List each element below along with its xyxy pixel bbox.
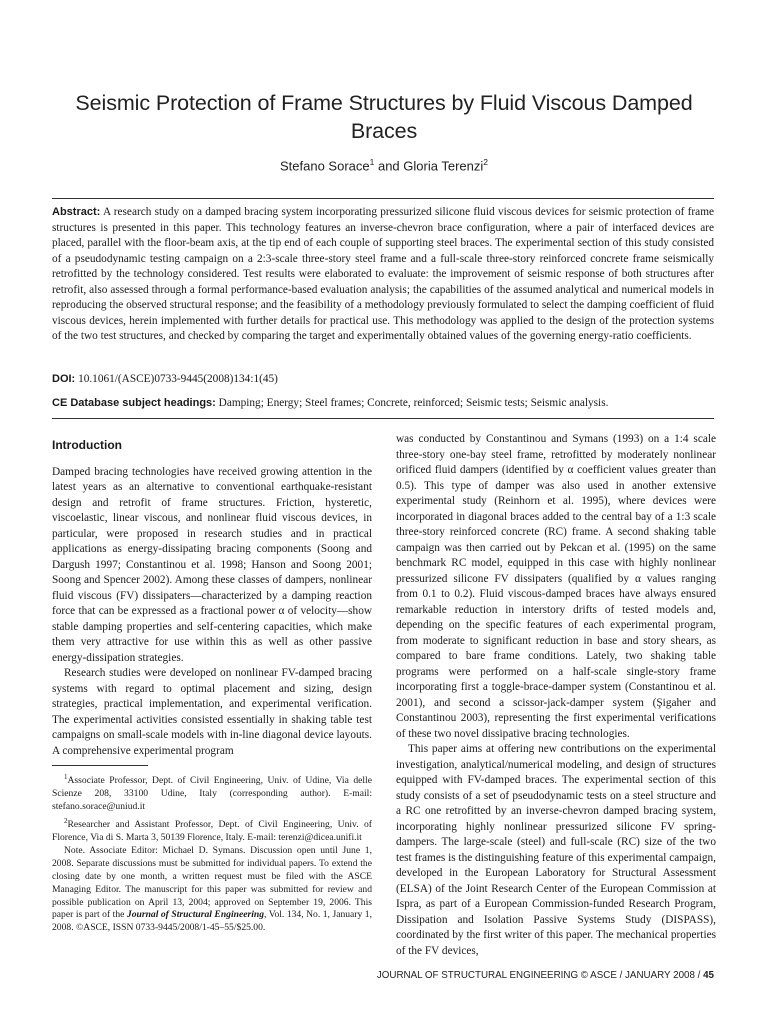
doi-label: DOI: — [52, 373, 76, 385]
footer-text: JOURNAL OF STRUCTURAL ENGINEERING © ASCE / JANUARY 2008 / — [376, 970, 704, 981]
doi-link[interactable]: 10.1061/(ASCE)0733-9445(2008)134:1(45) — [78, 373, 278, 385]
editorial-note — [52, 845, 372, 935]
note-text: , Vol. 134, No. 1, January 1, 2008. ©ASCE, ISSN 0733-9445/2008/1-45–55/$25.00. — [52, 909, 373, 934]
subject-headings-text: Damping; Energy; Steel frames; Concrete, reinforced; Seismic tests; Seismic analysis. — [218, 397, 609, 409]
author-line — [60, 157, 708, 173]
page-footer — [377, 970, 714, 981]
footnote — [52, 771, 372, 814]
doi-line — [52, 373, 714, 385]
body-paragraph: was conducted by Constantinou and Symans (1993) on a 1:4 scale three-story one-bay steel frame, retrofitted by moderately nonlinear orificed fluid dampers (identified by α coefficient values greater than 0.5). This type of damper was also used in another extensive experimental study (Reinhorn et al. 1995), where devices were incorporated in diagonal braces added to the central bay of a 1:3 scale three-story reinforced concrete (RC) frame. A second shaking table campaign was then carried out by Pekcan et al. (1995) on the same benchmark RC model, equipped in this case with highly nonlinear pressurized silicone FV dissipaters (qualified by α values ranging from 0.1 to 0.2). Fluid viscous-damped braces have always ensured remarkable reduction in interstory drifts of tested models and, depending on the specific features of each experimental program, from moderate to significant reduction in base and story shears, as compared to bare frame conditions. Lately, two shaking table programs were performed on a half-scale single-story frame incorporating first a toggle-brace-damper system (Constantinou et al. 2001), and second a scissor-jack-damper system (Şigaher and Constantinou 2003), representing the first experimental verifications of these two novel dissipative bracing technologies. — [396, 433, 716, 740]
body-paragraph: Damped bracing technologies have received growing attention in the latest years as an alternative to conventional earthquake-resistant design and retrofit of frame structures. Friction, hysteretic, viscoelastic, linear viscous, and nonlinear fluid viscous devices, in particular, were proposed in research studies and in practical applications as energy-dissipating bracing components (Soong and Dargush 1997; Constantinou et al. 1998; Hanson and Soong 2001; Soong and Spencer 2002). Among these classes of dampers, nonlinear fluid viscous (FV) dissipaters—characterized by a damping reaction force that can be expressed as a fractional power α of velocity—show stable damping properties and self-centering capacities, which make them very attractive for use within this as well as other passive energy-dissipation strategies. — [52, 465, 372, 664]
paper-title: Seismic Protection of Frame Structures by Fluid Viscous Damped Braces — [75, 91, 693, 143]
footnote-mark: 1 — [64, 773, 68, 781]
footnotes — [52, 771, 372, 936]
footnote-divider — [52, 765, 148, 766]
author-connector: and — [374, 158, 404, 174]
abstract — [52, 205, 714, 345]
footnote — [52, 815, 372, 845]
section-heading: Introduction — [52, 438, 122, 452]
note-text: Note. Associate Editor: Michael D. Symans. Discussion open until June 1, 2008. Separate discussions must be submitted for individual papers. To extend the closing date by one month, a written request must be filed with the ASCE Managing Editor. The manuscript for this paper was submitted for review and possible publication on April 13, 2004; approved on September 19, 2006. This paper is part of the — [52, 845, 372, 921]
body-paragraph: This paper aims at offering new contributions on the experimental investigation, analytical/numerical modeling, and design of structures equipped with FV-damped braces. The experimental section of this study consists of a set of pseudodynamic tests on a steel structure and a RC one retrofitted by an inverse-chevron damped bracing system, incorporating highly nonlinear pressurized silicone FV spring-dampers. The large-scale (steel) and full-scale (RC) size of the two test frames is the distinguishing feature of this experimental campaign, developed in the European Laboratory for Structural Assessment (ELSA) of the Joint Research Center of the European Commission at Ispra, as part of a European Commission-funded Research Program, Dissipation and Isolation Passive Systems Study (DISPASS), coordinated by the first writer of this paper. The mechanical properties of the FV devices, — [396, 743, 716, 957]
page-number: 45 — [703, 970, 714, 981]
body-paragraph: Research studies were developed on nonlinear FV-damped bracing systems with regard to optimal placement and sizing, design strategies, practical implementation, and experimental verification. The experimental activities consisted essentially in shaking table test campaigns on small-scale models with in-line diagonal device layouts. A comprehensive experimental program — [52, 667, 372, 757]
author-name: Gloria Terenzi — [403, 158, 484, 174]
author-name: Stefano Sorace — [280, 158, 370, 174]
subject-headings-label: CE Database subject headings: — [52, 397, 216, 409]
abstract-label: Abstract: — [52, 206, 101, 218]
footnote-text: Researcher and Assistant Professor, Dept. of Civil Engineering, Univ. of Florence, Via di S. Marta 3, 50139 Florence, Italy. E-mail: terenzi@dicea.unifi.it — [52, 818, 372, 843]
top-divider — [52, 198, 714, 199]
author-affiliation-mark: 2 — [483, 157, 488, 167]
author-affiliation-mark: 1 — [369, 157, 375, 167]
subject-headings — [52, 397, 714, 409]
header-divider — [52, 418, 714, 419]
abstract-text: A research study on a damped bracing system incorporating pressurized silicone fluid viscous devices for seismic protection of frame structures is presented in this paper. This technology features an inverse-chevron brace configuration, where a pair of interfaced devices are placed, parallel with the floor-beam axis, at the tip end of each couple of supporting steel braces. The experimental section of this study consisted of a pseudodynamic testing campaign on a 2:3-scale three-story steel frame and a full-scale three-story reinforced concrete frame seismically retrofitted by the technology considered. Test results were elaborated to evaluate: the improvement of seismic response of both structures after retrofit, also assessed through a formal performance-based evaluation analysis; the capabilities of the assumed analytical and numerical models in reproducing the observed structural response; and the feasibility of a methodology previously formulated to select the damping coefficient of fluid viscous devices, herein implemented with further details for practical use. This methodology was applied to the design of the protection systems of the two test structures, and checked by comparing the target and experimentally obtained values of the governing energy-ratio coefficients. — [52, 206, 714, 342]
journal-name: Journal of Structural Engineering — [126, 909, 265, 921]
footnote-mark: 2 — [64, 816, 68, 825]
right-column — [396, 432, 716, 959]
footnote-text: Associate Professor, Dept. of Civil Engineering, Univ. of Udine, Via delle Scienze 208, 33100 Udine, Italy (corresponding author). E-mail: stefano.sorace@uniud.it — [52, 775, 372, 812]
left-column — [52, 432, 372, 759]
